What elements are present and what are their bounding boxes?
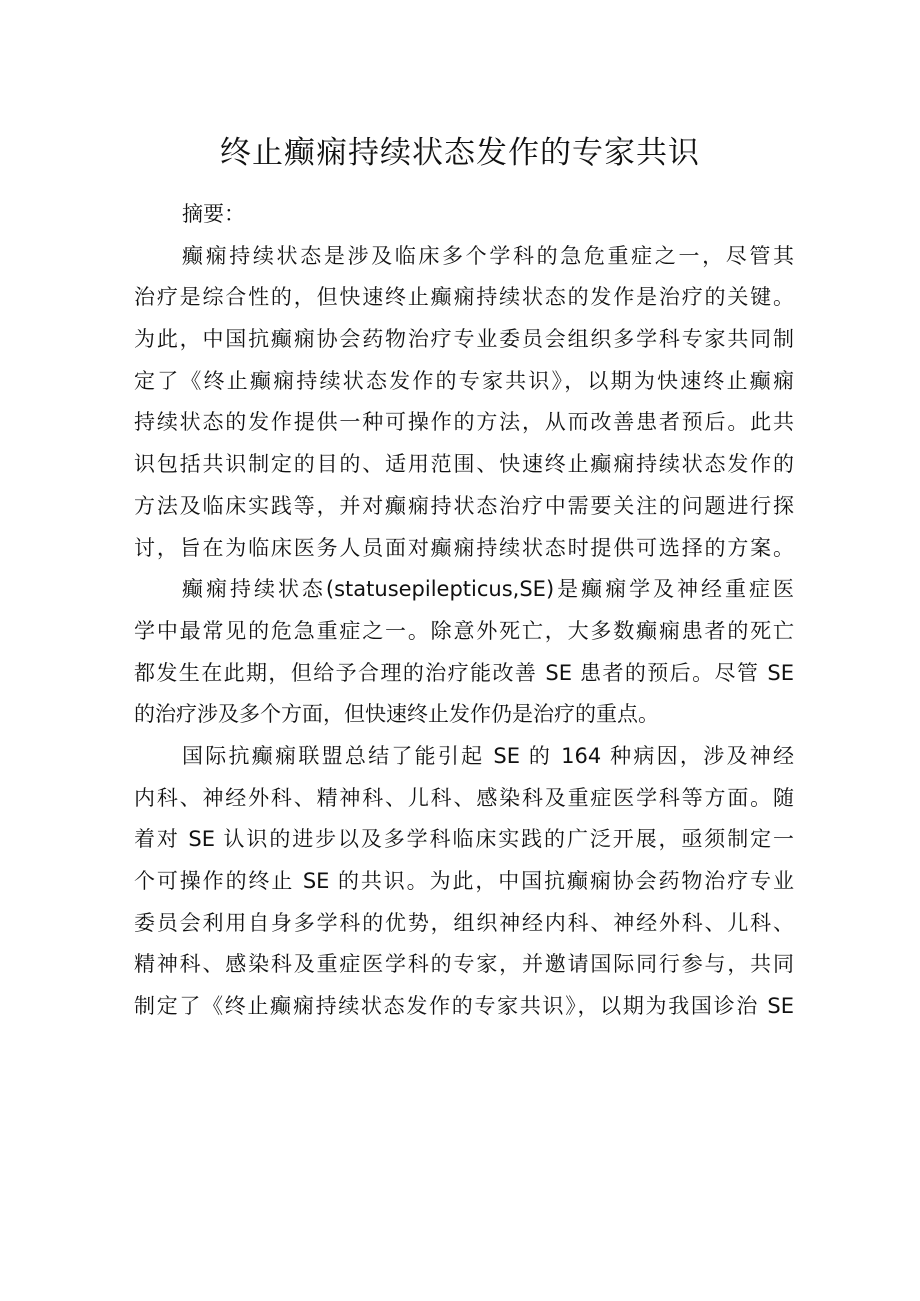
paragraph-2-line: 癫痫持续状态(statusepilepticus,SE)是癫痫学及神经重症医 bbox=[182, 577, 794, 602]
abstract-label: 摘要： bbox=[182, 202, 245, 226]
paragraph-1-line: 识包括共识制定的目的、适用范围、快速终止癫痫持续状态发作的 bbox=[134, 452, 794, 477]
paragraph-1-line: 为此，中国抗癫痫协会药物治疗专业委员会组织多学科专家共同制 bbox=[134, 327, 794, 352]
paragraph-1-line: 持续状态的发作提供一种可操作的方法，从而改善患者预后。此共 bbox=[134, 410, 794, 435]
paragraph-2-line: 学中最常见的危急重症之一。除意外死亡，大多数癫痫患者的死亡 bbox=[134, 618, 794, 643]
paragraph-3-line: 委员会利用自身多学科的优势，组织神经内科、神经外科、儿科、 bbox=[134, 910, 794, 935]
paragraph-1-line: 讨，旨在为临床医务人员面对癫痫持续状态时提供可选择的方案。 bbox=[134, 535, 794, 560]
paragraph-1-line: 方法及临床实践等，并对癫痫持状态治疗中需要关注的问题进行探 bbox=[134, 493, 794, 518]
document-title: 终止癫痫持续状态发作的专家共识 bbox=[220, 135, 700, 171]
paragraph-3-line: 国际抗癫痫联盟总结了能引起 SE 的 164 种病因，涉及神经 bbox=[182, 743, 794, 768]
paragraph-3-line: 制定了《终止癫痫持续状态发作的专家共识》，以期为我国诊治 SE bbox=[134, 994, 794, 1019]
paragraph-2-line: 都发生在此期，但给予合理的治疗能改善 SE 患者的预后。尽管 SE bbox=[134, 660, 794, 685]
paragraph-1-line: 定了《终止癫痫持续状态发作的专家共识》，以期为快速终止癫痫 bbox=[134, 368, 794, 393]
paragraph-1-line: 癫痫持续状态是涉及临床多个学科的急危重症之一，尽管其 bbox=[182, 243, 794, 268]
paragraph-3-line: 精神科、感染科及重症医学科的专家，并邀请国际同行参与，共同 bbox=[134, 952, 794, 977]
paragraph-3-line: 个可操作的终止 SE 的共识。为此，中国抗癫痫协会药物治疗专业 bbox=[134, 869, 794, 893]
paragraph-3-line: 内科、神经外科、精神科、儿科、感染科及重症医学科等方面。随 bbox=[134, 785, 794, 810]
document-body bbox=[134, 194, 794, 1028]
paragraph-3-line: 着对 SE 认识的进步以及多学科临床实践的广泛开展，亟须制定一 bbox=[134, 827, 794, 852]
paragraph-2-line: 的治疗涉及多个方面，但快速终止发作仍是治疗的重点。 bbox=[134, 702, 659, 727]
paragraph-1-line: 治疗是综合性的，但快速终止癫痫持续状态的发作是治疗的关键。 bbox=[134, 285, 794, 310]
